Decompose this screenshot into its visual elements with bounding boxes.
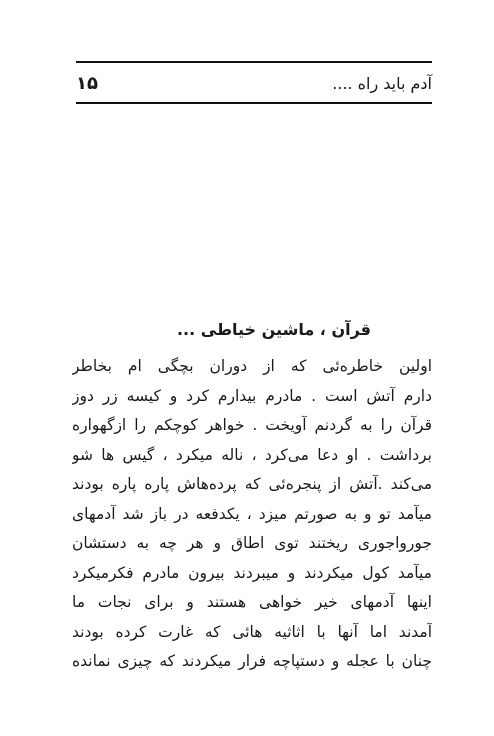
text-line: اولین خاطره‌ئی که از دوران بچگی ام بخاطر: [72, 357, 432, 375]
running-title: آدم باید راه ....: [332, 73, 432, 93]
text-line: میآمد تو و به صورتم میزد ، یکدفعه در باز شد آدمهای: [72, 504, 432, 523]
text-line: می‌کند .آتش از پنجره‌ئی که پرده‌هاش پاره پاره بودند: [72, 475, 432, 493]
running-header: [76, 70, 432, 96]
text-line: جورواجوری ریختند توی اطاق و هر چه به دستشان: [72, 534, 432, 552]
text-line: آمدند اما آنها با اثاثیه هائی که غارت کرده بودند: [72, 622, 432, 641]
header-top-rule: [76, 61, 432, 63]
text-line: قرآن را به گردنم آویخت . خواهر کوچکم را ازگهواره: [72, 416, 432, 434]
header-bottom-rule: [76, 102, 432, 104]
text-line: میآمد کول میکردند و میبردند بیرون مادرم فکرمیکرد: [72, 563, 432, 582]
text-line: دارم آتش است . مادرم بیدارم کرد و کیسه زر دوز: [72, 386, 432, 405]
text-line: اینها آدمهای خیر خواهی هستند و برای نجات ما: [72, 593, 432, 611]
text-line: برداشت . او دعا می‌کرد ، ناله میکرد ، گیس ها شو: [72, 445, 432, 464]
page-number: ۱۵: [76, 72, 98, 94]
body-paragraph: [72, 352, 432, 677]
text-line: چنان با عجله و دستپاچه فرار میکردند که چیزی نمانده: [72, 652, 432, 670]
section-heading: قرآن ، ماشین خیاطی ...: [176, 320, 372, 339]
